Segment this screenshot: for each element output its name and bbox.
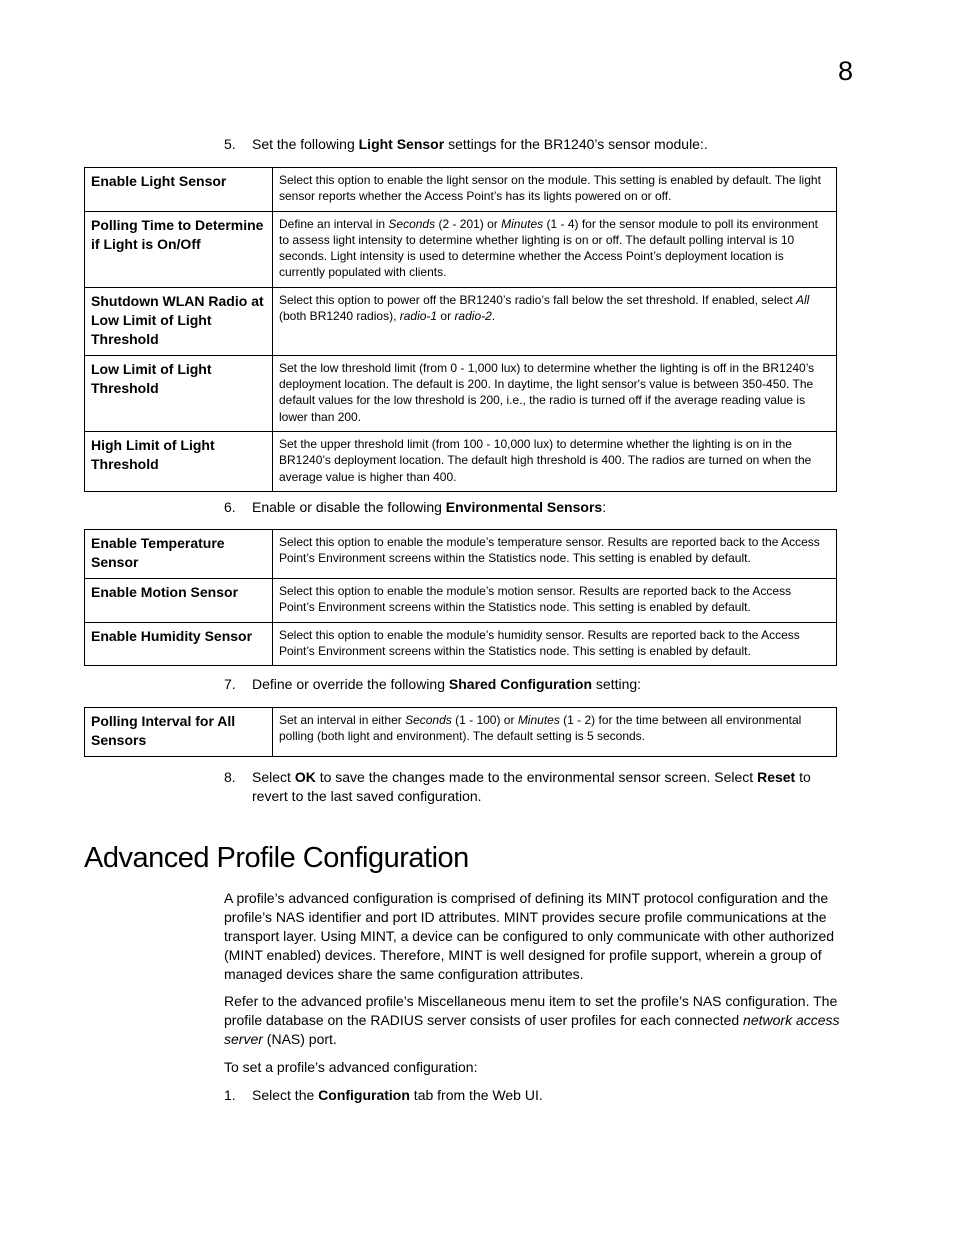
step-text-bold: Shared Configuration [448, 676, 593, 692]
para-part: (NAS) port. [262, 1031, 337, 1047]
setting-label: Shutdown WLAN Radio at Low Limit of Light Threshold [85, 287, 273, 355]
step-5 [224, 135, 854, 154]
table-row [85, 211, 837, 287]
desc-part: (1 - 2) for the time between all environmental polling (both light and environment). The default setting is 5 seconds. [279, 713, 802, 744]
setting-description: Select this option to enable the module’s humidity sensor. Results are reported back to the Access Point’s Environment screens within the Statistics node. This setting is enabled by default. [273, 622, 837, 666]
setting-label: Enable Temperature Sensor [85, 530, 273, 579]
step-6 [224, 498, 854, 517]
desc-part: or [437, 309, 455, 324]
step-text-pre: Select the [252, 1087, 319, 1103]
setting-description: Select this option to enable the module’s temperature sensor. Results are reported back to the Access Point’s Environment screens within the Statistics node. This setting is enabled by default. [273, 530, 837, 579]
setting-label: Polling Interval for All Sensors [85, 708, 273, 757]
step-number: 5. [224, 136, 236, 152]
section-title: Advanced Profile Configuration [84, 842, 469, 874]
step-text-mid: to save the changes made to the environmental sensor screen. Select [315, 769, 758, 785]
reset-label: Reset [757, 769, 796, 785]
desc-italic: Seconds [405, 713, 452, 727]
paragraph-mint: A profile’s advanced configuration is comprised of defining its MINT protocol configuration and the profile’s NAS identifier and port ID attributes. MINT provides secure profile communications at the transport layer. Using MINT, a device can be configured to only communicate with other authorized (MINT enabled) devices. Therefore, MINT is well designed for profile support, wherein a group of managed devices share the same configuration attributes. [224, 890, 835, 982]
setting-label: Enable Light Sensor [85, 168, 273, 212]
desc-part: (1 - 100) or [451, 713, 518, 727]
setting-description: Set the upper threshold limit (from 100 - 10,000 lux) to determine whether the lighting is on in the BR1240’s deployment location. The default high threshold is 400. The radios are turned on when the average value is higher than 400. [273, 431, 837, 491]
paragraph-intro: To set a profile’s advanced configuration: [224, 1059, 478, 1075]
desc-italic: Minutes [517, 713, 560, 727]
step-text [252, 1086, 854, 1105]
desc-italic: Seconds [388, 216, 436, 231]
setting-description: Select this option to enable the module’s motion sensor. Results are reported back to the Access Point’s Environment screens within the Statistics node. This setting is enabled by default. [273, 579, 837, 623]
desc-italic: All [795, 292, 810, 307]
table-row [85, 579, 837, 623]
step-8 [224, 768, 842, 806]
table-row [85, 530, 837, 579]
table-row [85, 355, 837, 431]
setting-label: Enable Humidity Sensor [85, 622, 273, 666]
desc-italic: radio-1 [399, 309, 438, 324]
step-text-pre: Set the following [252, 136, 359, 152]
table-row [85, 622, 837, 666]
shared-configuration-table [84, 707, 837, 757]
desc-part: Select this option to power off the BR1240’s radio’s fall below the set threshold. If enabled, select [279, 292, 796, 307]
light-sensor-table [84, 167, 837, 492]
desc-italic: Minutes [501, 216, 544, 231]
ok-label: OK [294, 769, 316, 785]
setting-description: Set the low threshold limit (from 0 - 1,000 lux) to determine whether the lighting is off in the BR1240’s deployment location. The default is 200. In daytime, the light sensor's value is between 350-450. The default values for the low threshold is 200, i.e., the radio is turned off if the average reading value is lower than 200. [273, 355, 837, 431]
step-7 [224, 675, 854, 694]
desc-part: (2 - 201) or [435, 216, 502, 231]
step-number: 6. [224, 499, 236, 515]
step-number: 7. [224, 676, 236, 692]
step-text-bold: Light Sensor [358, 136, 445, 152]
step-text-post: to revert to the last saved configuration. [252, 769, 811, 804]
desc-italic: radio-2 [454, 309, 492, 324]
desc-part: (both BR1240 radios), [279, 309, 400, 324]
desc-part: . [491, 309, 496, 324]
step-number: 1. [224, 1087, 236, 1103]
step-text [252, 135, 854, 154]
setting-description [273, 708, 837, 757]
step-number: 8. [224, 769, 236, 785]
step-text-bold: Environmental Sensors [445, 499, 603, 515]
step-text-post: tab from the Web UI. [409, 1087, 543, 1103]
step-text [252, 675, 854, 694]
step-text-post: setting: [592, 676, 642, 692]
setting-label: Enable Motion Sensor [85, 579, 273, 623]
setting-description: Select this option to enable the light sensor on the module. This setting is enabled by default. The light sensor reports whether the Access Point’s has its lights powered on or off. [273, 168, 837, 212]
step-text-post: settings for the BR1240’s sensor module:. [444, 136, 708, 152]
table-row [85, 287, 837, 355]
step-text-post: : [602, 499, 607, 515]
table-row [85, 168, 837, 212]
table-row [85, 708, 837, 757]
setting-label: Low Limit of Light Threshold [85, 355, 273, 431]
desc-part: Set an interval in either [279, 713, 406, 727]
table-row [85, 431, 837, 491]
setting-label: Polling Time to Determine if Light is On/Off [85, 211, 273, 287]
setting-label: High Limit of Light Threshold [85, 431, 273, 491]
setting-description [273, 211, 837, 287]
step-text-pre: Define or override the following [252, 676, 449, 692]
setting-description [273, 287, 837, 355]
step-text [252, 498, 854, 517]
desc-part: (1 - 4) for the sensor module to poll its environment to assess light intensity to determine whether lighting is on or off. The default polling interval is 10 seconds. Light intensity is used to determine whether the Access Point’s deployment location is currently populated with clients. [279, 216, 818, 280]
paragraph-nas [224, 992, 869, 1049]
desc-part: Define an interval in [279, 216, 389, 231]
step-text-pre: Select [252, 769, 295, 785]
step-1 [224, 1086, 854, 1105]
chapter-number: 8 [838, 56, 854, 86]
step-text [252, 768, 842, 806]
para-italic: network access server [224, 1012, 840, 1047]
configuration-tab-label: Configuration [318, 1087, 410, 1103]
para-part: Refer to the advanced profile’s Miscellaneous menu item to set the profile’s NAS configuration. The profile database on the RADIUS server consists of user profiles for each connected [224, 993, 838, 1028]
environmental-sensors-table [84, 529, 837, 666]
step-text-pre: Enable or disable the following [252, 499, 446, 515]
